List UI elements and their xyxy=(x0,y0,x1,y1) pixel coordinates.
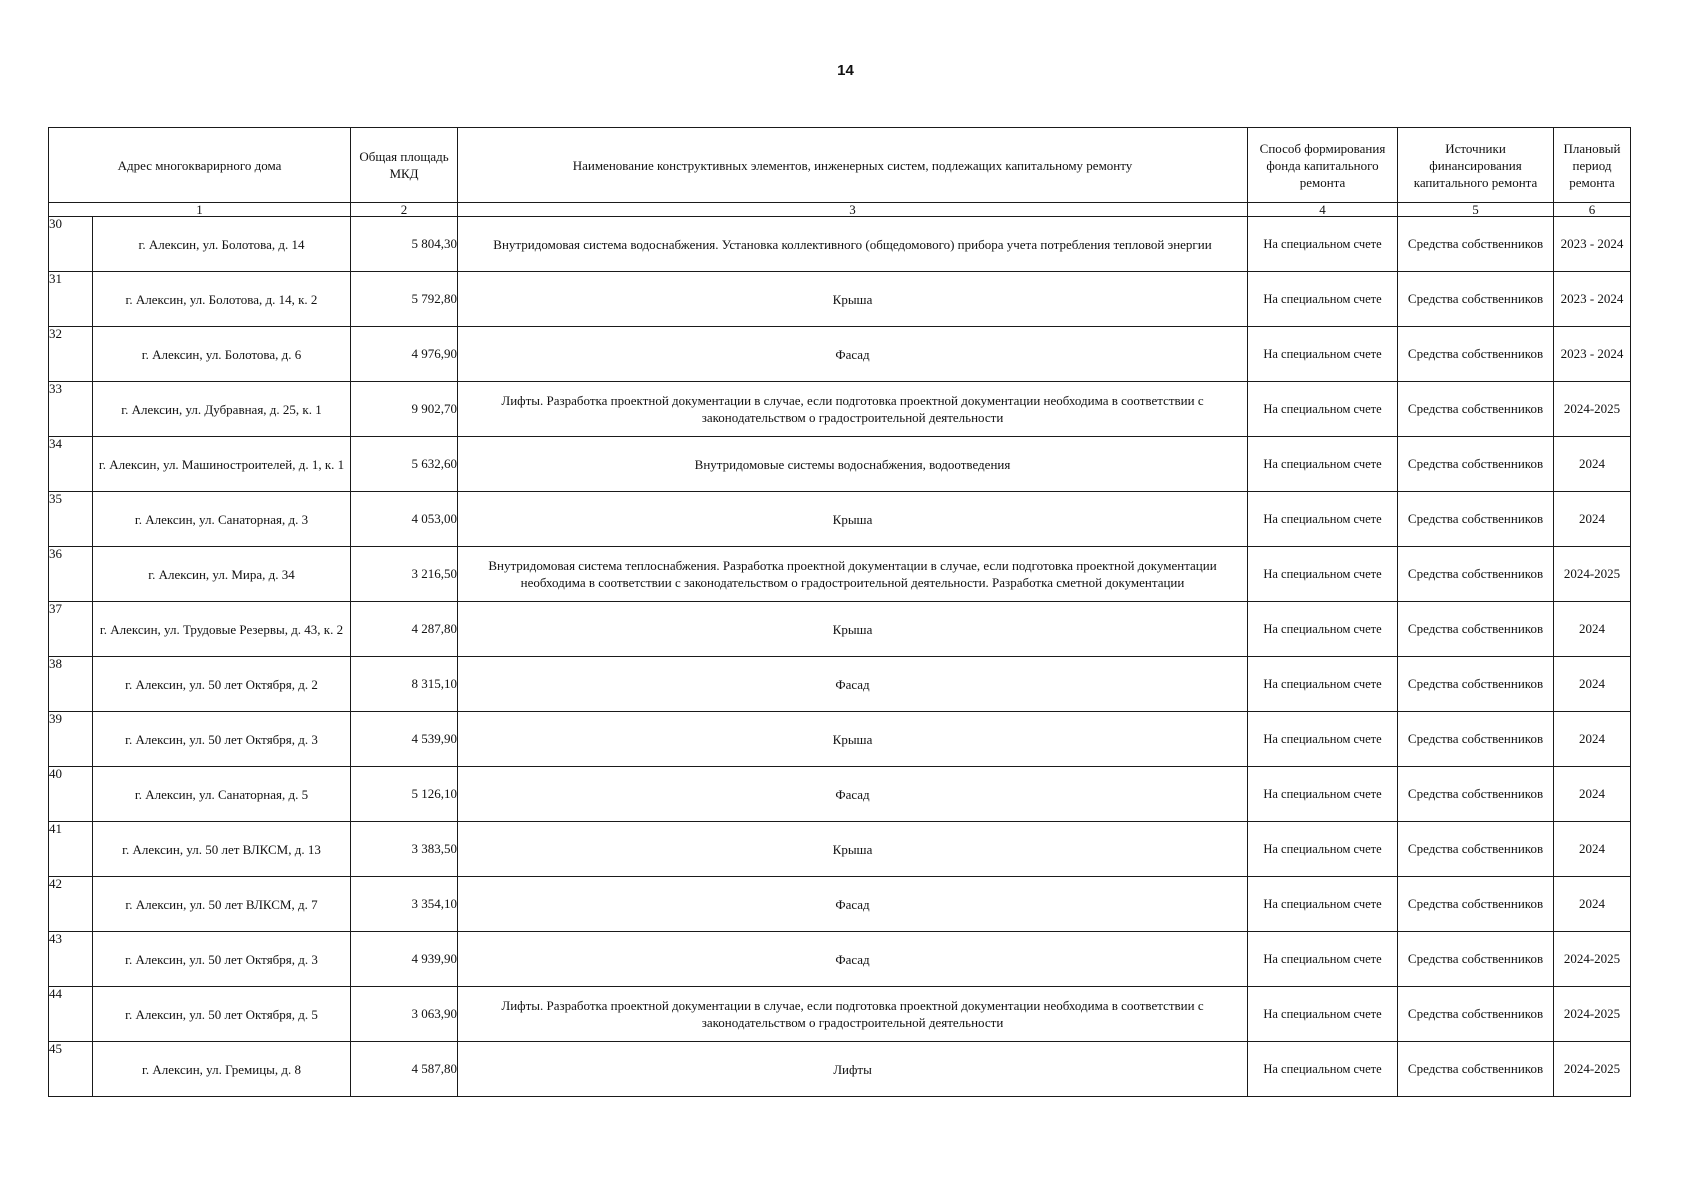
area-cell: 4 939,90 xyxy=(351,932,458,987)
source-cell: Средства собственников xyxy=(1398,547,1554,602)
row-number: 30 xyxy=(49,217,93,272)
column-number: 3 xyxy=(458,203,1248,217)
area-cell: 5 126,10 xyxy=(351,767,458,822)
row-number: 45 xyxy=(49,1042,93,1097)
address-cell: г. Алексин, ул. Санаторная, д. 5 xyxy=(93,767,351,822)
source-cell: Средства собственников xyxy=(1398,492,1554,547)
period-cell: 2024-2025 xyxy=(1554,987,1631,1042)
table-row xyxy=(49,767,1631,822)
repair-plan-table xyxy=(48,127,1631,1097)
column-number: 4 xyxy=(1248,203,1398,217)
period-cell: 2024 xyxy=(1554,602,1631,657)
row-number: 35 xyxy=(49,492,93,547)
method-cell: На специальном счете xyxy=(1248,822,1398,877)
work-cell: Крыша xyxy=(458,712,1248,767)
work-cell: Фасад xyxy=(458,327,1248,382)
address-cell: г. Алексин, ул. 50 лет ВЛКСМ, д. 7 xyxy=(93,877,351,932)
work-cell: Лифты. Разработка проектной документации в случае, если подготовка проектной документации необходима в соответствии с законодательством о градостроительной деятельности xyxy=(458,382,1248,437)
address-cell: г. Алексин, ул. 50 лет Октября, д. 5 xyxy=(93,987,351,1042)
row-number: 38 xyxy=(49,657,93,712)
column-number: 1 xyxy=(49,203,351,217)
work-cell: Фасад xyxy=(458,767,1248,822)
header-address: Адрес многокварирного дома xyxy=(49,128,351,203)
header-sources: Источники финансирования капитального ремонта xyxy=(1398,128,1554,203)
header-area: Общая площадь МКД xyxy=(351,128,458,203)
table-row xyxy=(49,272,1631,327)
table-row xyxy=(49,437,1631,492)
source-cell: Средства собственников xyxy=(1398,877,1554,932)
method-cell: На специальном счете xyxy=(1248,1042,1398,1097)
page-number: 14 xyxy=(837,62,854,79)
method-cell: На специальном счете xyxy=(1248,602,1398,657)
table-row xyxy=(49,602,1631,657)
address-cell: г. Алексин, ул. Болотова, д. 6 xyxy=(93,327,351,382)
source-cell: Средства собственников xyxy=(1398,987,1554,1042)
area-cell: 8 315,10 xyxy=(351,657,458,712)
area-cell: 4 287,80 xyxy=(351,602,458,657)
address-cell: г. Алексин, ул. 50 лет ВЛКСМ, д. 13 xyxy=(93,822,351,877)
source-cell: Средства собственников xyxy=(1398,382,1554,437)
method-cell: На специальном счете xyxy=(1248,987,1398,1042)
area-cell: 4 587,80 xyxy=(351,1042,458,1097)
work-cell: Фасад xyxy=(458,932,1248,987)
method-cell: На специальном счете xyxy=(1248,272,1398,327)
table-row xyxy=(49,492,1631,547)
period-cell: 2024 xyxy=(1554,657,1631,712)
table-row xyxy=(49,217,1631,272)
table-body xyxy=(49,217,1631,1097)
row-number: 34 xyxy=(49,437,93,492)
area-cell: 3 063,90 xyxy=(351,987,458,1042)
address-cell: г. Алексин, ул. 50 лет Октября, д. 2 xyxy=(93,657,351,712)
area-cell: 4 539,90 xyxy=(351,712,458,767)
address-cell: г. Алексин, ул. Гремицы, д. 8 xyxy=(93,1042,351,1097)
period-cell: 2024 xyxy=(1554,437,1631,492)
table-row xyxy=(49,987,1631,1042)
area-cell: 5 632,60 xyxy=(351,437,458,492)
row-number: 42 xyxy=(49,877,93,932)
work-cell: Фасад xyxy=(458,657,1248,712)
address-cell: г. Алексин, ул. 50 лет Октября, д. 3 xyxy=(93,712,351,767)
source-cell: Средства собственников xyxy=(1398,657,1554,712)
period-cell: 2023 - 2024 xyxy=(1554,272,1631,327)
method-cell: На специальном счете xyxy=(1248,327,1398,382)
row-number: 39 xyxy=(49,712,93,767)
source-cell: Средства собственников xyxy=(1398,712,1554,767)
period-cell: 2024-2025 xyxy=(1554,547,1631,602)
table-row xyxy=(49,822,1631,877)
period-cell: 2024 xyxy=(1554,822,1631,877)
address-cell: г. Алексин, ул. 50 лет Октября, д. 3 xyxy=(93,932,351,987)
area-cell: 3 354,10 xyxy=(351,877,458,932)
source-cell: Средства собственников xyxy=(1398,272,1554,327)
address-cell: г. Алексин, ул. Болотова, д. 14 xyxy=(93,217,351,272)
table-row xyxy=(49,932,1631,987)
period-cell: 2024 xyxy=(1554,712,1631,767)
method-cell: На специальном счете xyxy=(1248,382,1398,437)
address-cell: г. Алексин, ул. Мира, д. 34 xyxy=(93,547,351,602)
row-number: 44 xyxy=(49,987,93,1042)
area-cell: 3 216,50 xyxy=(351,547,458,602)
work-cell: Фасад xyxy=(458,877,1248,932)
source-cell: Средства собственников xyxy=(1398,602,1554,657)
row-number: 33 xyxy=(49,382,93,437)
source-cell: Средства собственников xyxy=(1398,437,1554,492)
row-number: 31 xyxy=(49,272,93,327)
area-cell: 3 383,50 xyxy=(351,822,458,877)
table-row xyxy=(49,382,1631,437)
source-cell: Средства собственников xyxy=(1398,327,1554,382)
period-cell: 2024 xyxy=(1554,877,1631,932)
area-cell: 4 053,00 xyxy=(351,492,458,547)
column-number: 2 xyxy=(351,203,458,217)
method-cell: На специальном счете xyxy=(1248,217,1398,272)
work-cell: Внутридомовая система водоснабжения. Установка коллективного (общедомового) прибора учета потребления тепловой энергии xyxy=(458,217,1248,272)
table-row xyxy=(49,1042,1631,1097)
work-cell: Крыша xyxy=(458,822,1248,877)
method-cell: На специальном счете xyxy=(1248,547,1398,602)
source-cell: Средства собственников xyxy=(1398,932,1554,987)
period-cell: 2023 - 2024 xyxy=(1554,327,1631,382)
work-cell: Крыша xyxy=(458,602,1248,657)
work-cell: Крыша xyxy=(458,272,1248,327)
area-cell: 4 976,90 xyxy=(351,327,458,382)
period-cell: 2024-2025 xyxy=(1554,932,1631,987)
period-cell: 2023 - 2024 xyxy=(1554,217,1631,272)
period-cell: 2024-2025 xyxy=(1554,382,1631,437)
table-row xyxy=(49,877,1631,932)
table-header-row xyxy=(49,128,1631,203)
work-cell: Внутридомовая система теплоснабжения. Разработка проектной документации в случае, если подготовка проектной документации необходима в соответствии с законодательством о градостроительной деятельности. Разработка сметной документации xyxy=(458,547,1248,602)
period-cell: 2024 xyxy=(1554,767,1631,822)
row-number: 32 xyxy=(49,327,93,382)
address-cell: г. Алексин, ул. Машиностроителей, д. 1, к. 1 xyxy=(93,437,351,492)
row-number: 41 xyxy=(49,822,93,877)
column-number: 6 xyxy=(1554,203,1631,217)
table-row xyxy=(49,712,1631,767)
method-cell: На специальном счете xyxy=(1248,932,1398,987)
address-cell: г. Алексин, ул. Дубравная, д. 25, к. 1 xyxy=(93,382,351,437)
column-number-row xyxy=(49,203,1631,217)
work-cell: Лифты xyxy=(458,1042,1248,1097)
area-cell: 5 804,30 xyxy=(351,217,458,272)
table-row xyxy=(49,657,1631,712)
column-number: 5 xyxy=(1398,203,1554,217)
method-cell: На специальном счете xyxy=(1248,492,1398,547)
period-cell: 2024-2025 xyxy=(1554,1042,1631,1097)
table-row xyxy=(49,547,1631,602)
header-elements: Наименование конструктивных элементов, инженерных систем, подлежащих капитальному ремонту xyxy=(458,128,1248,203)
address-cell: г. Алексин, ул. Трудовые Резервы, д. 43, к. 2 xyxy=(93,602,351,657)
source-cell: Средства собственников xyxy=(1398,767,1554,822)
area-cell: 9 902,70 xyxy=(351,382,458,437)
method-cell: На специальном счете xyxy=(1248,767,1398,822)
address-cell: г. Алексин, ул. Санаторная, д. 3 xyxy=(93,492,351,547)
method-cell: На специальном счете xyxy=(1248,657,1398,712)
work-cell: Крыша xyxy=(458,492,1248,547)
header-period: Плановый период ремонта xyxy=(1554,128,1631,203)
work-cell: Внутридомовые системы водоснабжения, водоотведения xyxy=(458,437,1248,492)
work-cell: Лифты. Разработка проектной документации в случае, если подготовка проектной документации необходима в соответствии с законодательством о градостроительной деятельности xyxy=(458,987,1248,1042)
method-cell: На специальном счете xyxy=(1248,437,1398,492)
method-cell: На специальном счете xyxy=(1248,877,1398,932)
row-number: 37 xyxy=(49,602,93,657)
source-cell: Средства собственников xyxy=(1398,822,1554,877)
row-number: 43 xyxy=(49,932,93,987)
address-cell: г. Алексин, ул. Болотова, д. 14, к. 2 xyxy=(93,272,351,327)
header-method: Способ формирования фонда капитального ремонта xyxy=(1248,128,1398,203)
table-row xyxy=(49,327,1631,382)
area-cell: 5 792,80 xyxy=(351,272,458,327)
source-cell: Средства собственников xyxy=(1398,1042,1554,1097)
method-cell: На специальном счете xyxy=(1248,712,1398,767)
source-cell: Средства собственников xyxy=(1398,217,1554,272)
row-number: 36 xyxy=(49,547,93,602)
period-cell: 2024 xyxy=(1554,492,1631,547)
row-number: 40 xyxy=(49,767,93,822)
